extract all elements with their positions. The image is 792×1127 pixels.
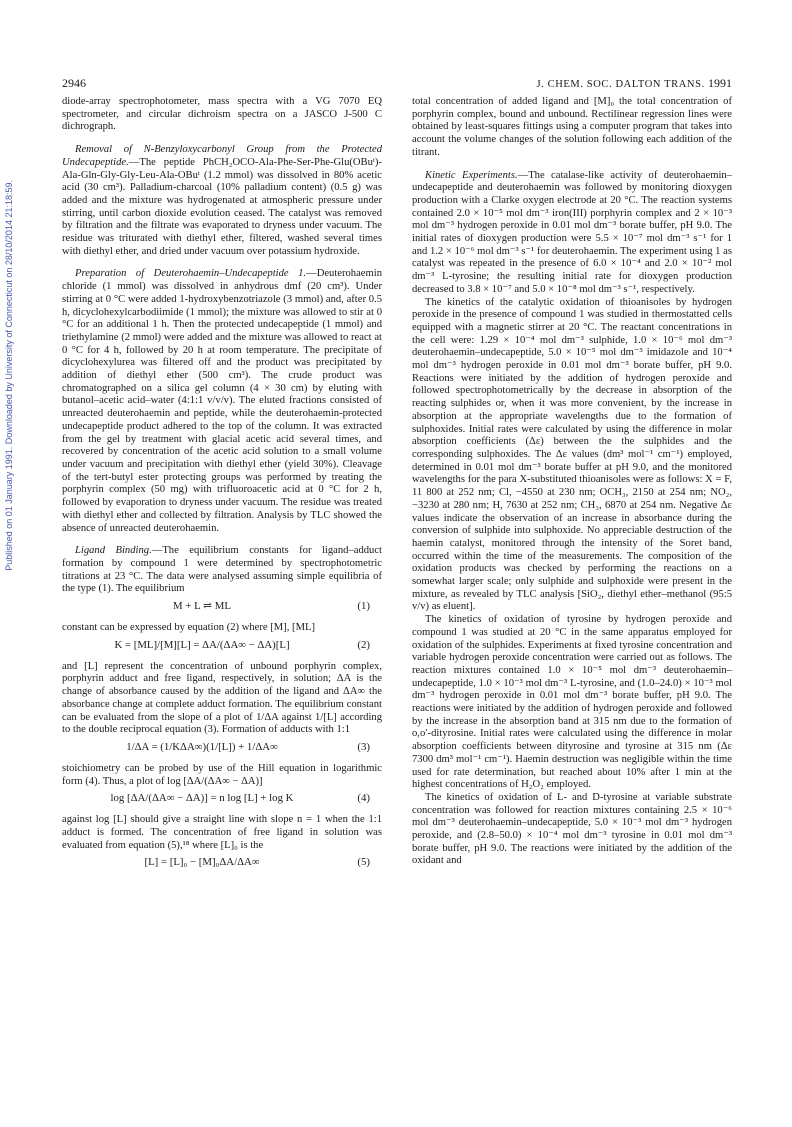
section-heading: Preparation of Deuterohaemin–Undecapeptide 1. <box>75 268 307 280</box>
paragraph <box>412 170 732 297</box>
section-heading: Removal of N-Benzyloxycarbonyl Group from the Protected Undecapeptide. <box>62 144 382 168</box>
journal-header <box>536 76 732 91</box>
equation-2 <box>62 639 382 655</box>
equation-formula: K = [ML]/[M][L] = ΔA/(ΔA∞ − ΔA)[L] <box>114 638 290 651</box>
equation-formula: 1/ΔA = (1/KΔA∞)(1/[L]) + 1/ΔA∞ <box>126 740 278 753</box>
equation-number: (1) <box>357 600 370 613</box>
paragraph: diode-array spectrophotometer, mass spectra with a VG 7070 EQ spectrometer, and circular dichroism spectra on a JASCO J-500 C dichrograph. <box>62 96 382 133</box>
equation-number: (4) <box>357 792 370 805</box>
equation-5 <box>62 856 382 872</box>
publication-notice-link[interactable]: Published on 01 January 1991. Downloaded by University of Connecticut on 28/10/2014 21:18:59. <box>4 180 14 571</box>
paragraph: total concentration of added ligand and [M]₀ the total concentration of porphyrin complex, bound and unbound. Rectilinear regression lines were obtained by least-squares fittings using a computer program that takes into account the volume changes of the solution following each addition of the titrant. <box>412 96 732 158</box>
page-number: 2946 <box>62 76 86 90</box>
paragraph: stoichiometry can be probed by use of the Hill equation in logarithmic form (4). Thus, a plot of log [ΔA/(ΔA∞ − ΔA)] <box>62 762 382 787</box>
equation-4 <box>62 792 382 808</box>
section-heading: Kinetic Experiments. <box>425 169 518 181</box>
equation-number: (2) <box>357 638 370 651</box>
equation-formula: [L] = [L]₀ − [M]₀ΔA/ΔA∞ <box>144 856 260 869</box>
equation-formula: M + L ⇌ ML <box>173 600 231 613</box>
equation-1 <box>62 600 382 616</box>
paragraph-body: —The peptide PhCH₂OCO-Ala-Phe-Ser-Phe-Glu(OBuᵗ)-Ala-Gln-Gly-Gly-Leu-Ala-OBuᵗ (1.2 mmol) was dissolved in 80% acetic acid (30 cm³). Palladium-charcoal (10% palladium content) (0.5 g) was added and the mixture was hydrogenated at atmospheric pressure under stirring, until carbon dioxide evolution ceased. The catalyst was removed by filtration and the filtrate was evaporated to dryness under vacuum. The residue was triturated with diethyl ether, filtered, washed several times with diethyl ether, and dried under vacuum over potassium hydroxide. <box>62 156 382 257</box>
paragraph-body: —The equilibrium constants for ligand–adduct formation by compound 1 were determined by spectrophotometric titrations at 23 °C. The data were analysed assuming simple equilibria of the type (1). The equilibrium <box>62 545 382 595</box>
paragraph <box>62 545 382 596</box>
equation-number: (5) <box>357 856 370 869</box>
paragraph: The kinetics of oxidation of tyrosine by hydrogen peroxide and compound 1 was studied at 20 °C in the same apparatus employed for oxidation of the sulphides. Experiments at fixed tyrosine concentration and variable hydrogen peroxide concentration were carried out as follows. The reaction mixtures contained 1.0 × 10⁻⁵ mol dm⁻³ deuterohaemin–undecapeptide, 1.0 × 10⁻³ mol dm⁻³ L-tyrosine, and (1.0–24.0) × 10⁻³ mol dm⁻³ hydrogen peroxide in 0.01 mol dm⁻³ borate buffer, pH 9.0. The reactions were initiated by the addition of hydrogen peroxide and followed by the increase in the absorption band at 315 nm due to the formation of o,o′-dityrosine. Initial rates were calculated using the difference in molar absorption coefficients between dityrosine and tyrosine at 315 nm (Δε 7300 dm³ mol⁻¹ cm⁻¹). Haemin destruction was negligible within the time used for rate determination, but reached about 10% after 1 min at the highest concentrations of H₂O₂ employed. <box>412 614 732 791</box>
equation-3 <box>62 741 382 757</box>
paragraph: against log [L] should give a straight line with slope n = 1 when the 1:1 adduct is formed. The concentration of free ligand in solution was evaluated from equation (5),¹⁸ where [L]₀ is the <box>62 814 382 851</box>
left-column <box>62 96 382 878</box>
paragraph <box>62 144 382 258</box>
paragraph <box>62 268 382 535</box>
right-column <box>412 96 732 868</box>
paragraph-body: —The catalase-like activity of deuterohaemin–undecapeptide and deuterohaemin was followed by monitoring dioxygen production with a Clarke oxygen electrode at 20 °C. The reaction systems contained 2.0 × 10⁻⁵ mol dm⁻³ iron(III) porphyrin complex and 2 × 10⁻³ mol dm⁻³ hydrogen peroxide in 0.01 mol dm⁻³ borate buffer, pH 9.0. The initial rates of dioxygen production were 5.5 × 10⁻⁷ mol dm⁻³ s⁻¹ for 1 and 1.2 × 10⁻⁶ mol dm⁻³ s⁻¹ for deuterohaemin. The experiment using 1 as catalyst was repeated in the presence of 6.0 × 10⁻⁴ and 2.0 × 10⁻² mol dm⁻³ L-tyrosine; the resulting initial rate for dioxygen production decreased to 3.8 × 10⁻⁷ and 5.0 × 10⁻⁸ mol dm⁻³ s⁻¹, respectively. <box>412 169 732 295</box>
paragraph: constant can be expressed by equation (2) where [M], [ML] <box>62 622 315 634</box>
journal-year: 1991 <box>708 76 732 90</box>
journal-title: J. CHEM. SOC. DALTON TRANS. <box>536 79 705 90</box>
paragraph-body: —Deuterohaemin chloride (1 mmol) was dissolved in anhydrous dmf (20 cm³). Under stirring at 0 °C were added 1-hydroxybenzotriazole (3 mmol) and, after 0.5 h, dicyclohexylcarbodiimide (1 mmol); the mixture was allowed to stir at 0 °C for an additional 1 h. Then the protected undecapeptide (1 mmol) and triethylamine (2 mmol) were added and the mixture was allowed to react at 0 °C for 4 h, followed by 20 h at room temperature. The precipitate of dicyclohexylurea was filtered off and the product was precipitated by addition of diethyl ether (500 cm³). The crude product was chromatographed on a silica gel column (4 × 30 cm) by eluting with butanol–acetic acid–water (4:1:1 v/v/v). The eluted fractions consisted of unreacted deuterohaemin and peptide, while the deuterohaemin-protected undecapeptide product adhered to the top of the column. It was extracted from the gel by treatment with glacial acetic acid several times, and recovered by concentration of the acetic acid solution to a small volume under vacuum and precipitation with diethyl ether (yield 30%). Cleavage of the tert-butyl ester protecting groups was performed by treating the porphyrin complex (50 mg) with trifluoroacetic acid at 0 °C for 2 h, followed by evaporation to dryness under vacuum. The residue was treated with diethyl ether and collected by filtration. Analysis by TLC showed the absence of unreacted deuterohaemin. <box>62 268 382 534</box>
publication-sidebar <box>4 180 18 820</box>
paragraph: The kinetics of the catalytic oxidation of thioanisoles by hydrogen peroxide in the presence of compound 1 was studied in thermostatted cells equipped with a magnetic stirrer at 20 °C. The reactant concentrations in the cell were: 1.29 × 10⁻⁴ mol dm⁻³ sulphide, 1.0 × 10⁻⁶ mol dm⁻³ deuterohaemin–undecapeptide, 5.0 × 10⁻⁵ mol dm⁻³ imidazole and 10⁻⁴ mol dm⁻³ hydrogen peroxide in 0.01 mol dm⁻³ borate buffer, pH 9.0. Reactions were initiated by the addition of hydrogen peroxide and followed spectrophotometrically by the decrease in absorption of the reacting sulphides or, when it was more convenient, by the increase in absorption at the appropriate wavelengths due to the formation of sulphoxides. Initial rates were calculated by using the difference in molar absorption coefficients (Δε) between the the sulphides and the corresponding sulphoxides. The Δε values (dm³ mol⁻¹ cm⁻¹) employed, determined in 0.01 mol dm⁻³ borate buffer at pH 9.0, and the monitored wavelengths for the para X-substituted thioanisoles were as follows: X = F, 11 800 at 252 nm; Cl, −4550 at 230 nm; OCH₃, 2150 at 254 nm; NO₂, −3230 at 280 nm; H, 7630 at 252 nm; CH₃, 6870 at 254 nm. Negative Δε values indicate the observation of an increase in absorbance during the conversion of sulphide into sulphoxide. No appreciable destruction of the haemin catalyst, monitored through the intensity of the Soret band, occurred within the time of the measurements. The composition of the oxidation products was checked by performing the reactions on a somewhat larger scale; only sulphide and sulphoxide were present in the mixture, as revealed by TLC analysis [SiO₂, diethyl ether–methanol (95:5 v/v) as eluent]. <box>412 296 732 613</box>
equation-formula: log [ΔA/(ΔA∞ − ΔA)] = n log [L] + log K <box>110 792 294 805</box>
paragraph: and [L] represent the concentration of unbound porphyrin complex, porphyrin adduct and free ligand, respectively, in solution; ΔA is the change of absorbance caused by the addition of the ligand and ΔA∞ the absorbance change at complete adduct formation. The equilibrium constant can be evaluated from the slope of a plot of 1/ΔA against 1/[L] according to the double reciprocal equation (3). Formation of adducts with 1:1 <box>62 660 382 736</box>
equation-number: (3) <box>357 740 370 753</box>
paragraph: The kinetics of oxidation of L- and D-tyrosine at variable substrate concentration was followed for reaction mixtures containing 2.5 × 10⁻⁶ mol dm⁻³ deuterohaemin–undecapeptide, 5.0 × 10⁻³ mol dm⁻³ hydrogen peroxide, and (2.8–50.0) × 10⁻⁴ mol dm⁻³ tyrosine in 0.01 mol dm⁻³ borate buffer, pH 9.0. The reactions were initiated by the addition of the oxidant and <box>412 791 732 867</box>
section-heading: Ligand Binding. <box>75 545 152 557</box>
